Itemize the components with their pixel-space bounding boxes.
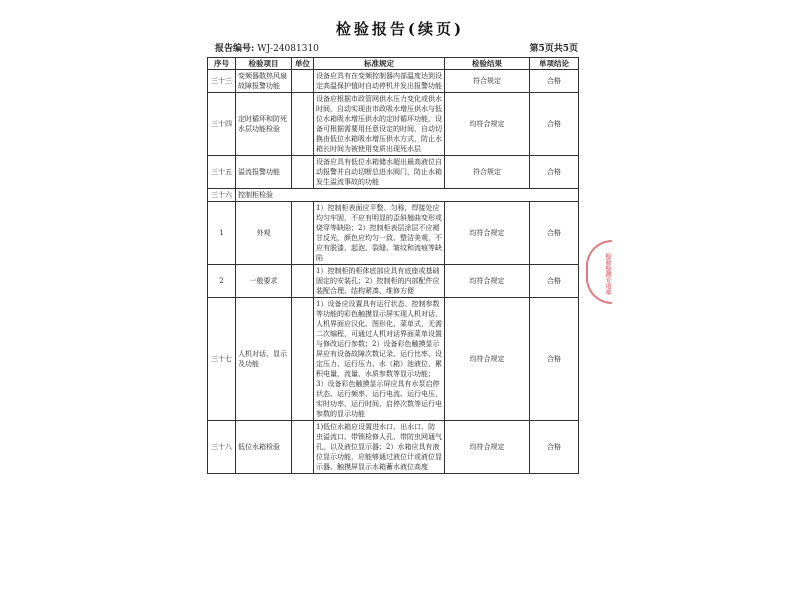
row-result: 均符合规定 [445,421,530,474]
row-item: 低位水箱检验 [236,421,292,474]
row-standard: 1）控制柜表面应平整、匀称，焊接处应均匀牢固，不应有明显的歪斜翘曲变形或烧穿等缺陷；2）控制柜表层涂层不应褪甘反光，颜色应均匀一致、整洁美观，不应有脱漆、起泡、裂缝、皱纹和流痕等缺陷 [314,202,445,265]
row-standard: 设备应根据市政管网供水压力变化或供水时间，自动实现由市政吸水增压供水与低位水箱吸水增压供水的定时循环功能，设备可根据需要用任意设定的时间，自动切换由低位水箱吸水增压供水方式，防止水箱长时间为被使用变质出现死水层 [314,93,445,156]
row-result: 符合规定 [445,156,530,189]
row-conclusion: 合格 [530,70,579,93]
row-item: 一般要求 [236,265,292,298]
section-no: 三十六 [208,189,236,202]
row-result: 均符合规定 [445,298,530,421]
row-conclusion: 合格 [530,265,579,298]
row-unit [292,265,314,298]
col-header-conclusion: 单项结论 [530,58,579,70]
row-unit [292,93,314,156]
row-no: 三十七 [208,298,236,421]
row-conclusion: 合格 [530,93,579,156]
row-no: 2 [208,265,236,298]
row-standard: 1)低位水箱应设置进水口、出水口、防虫溢流口、带锁检修人孔、带防虫网通气孔，以及液位显示器；2）水箱应具有液位显示功能，应能够通过液位计或液位显示器、触摸屏显示水箱蓄水液位高度 [314,421,445,474]
row-unit [292,202,314,265]
row-no: 三十八 [208,421,236,474]
table-row [208,202,579,265]
row-conclusion: 合格 [530,202,579,265]
table-section-row [208,189,579,202]
row-conclusion: 合格 [530,421,579,474]
row-unit [292,298,314,421]
table-row [208,93,579,156]
row-result: 均符合规定 [445,93,530,156]
row-standard: 设备应具有低位水箱储水超出最高液位自动报警并自动切断总进水阀门，防止水箱发生溢流事故的功能 [314,156,445,189]
row-no: 三十四 [208,93,236,156]
row-conclusion: 合格 [530,298,579,421]
row-item: 定时循环和防死水层功能检验 [236,93,292,156]
inspection-seal-stamp: 检验检测专用章 [586,240,612,304]
report-number [215,41,319,54]
row-standard: 1）控制柜的柜体底部应具有底座或基础固定的安装孔；2）控制柜的内部配件应装配合理、结构紧凑、维修方便 [314,265,445,298]
row-item: 外观 [236,202,292,265]
table-row [208,421,579,474]
row-no: 三十五 [208,156,236,189]
row-unit [292,156,314,189]
row-standard: 1）设备应设置具有运行状态、控制参数等功能的彩色触摸显示屏实现人机对话，人机界面应汉化、图形化、菜单式，无需二次编程，可通过人机对话界面菜单设置与修改运行参数；2）设备彩色触摸显示屏应有设备故障次数记录、运行比率、设定压力、运行压力、水（箱）池液位、累积电量、流量、水质参数等显示功能；3）设备彩色触摸显示屏应具有水泵启停状态、运行频率、运行电流、运行电压、实时功率、运行时间、启停次数等运行电参数的显示功能 [314,298,445,421]
report-title: 检验报告(续页) [335,20,465,38]
col-header-standard: 标准规定 [314,58,445,70]
col-header-no: 序号 [208,58,236,70]
row-result: 均符合规定 [445,202,530,265]
row-result: 符合规定 [445,70,530,93]
table-row [208,156,579,189]
inspection-table [207,57,579,474]
row-item: 人机对话、显示及功能 [236,298,292,421]
row-conclusion: 合格 [530,156,579,189]
col-header-result: 检验结果 [445,58,530,70]
table-row [208,298,579,421]
col-header-unit: 单位 [292,58,314,70]
row-unit [292,70,314,93]
row-result: 均符合规定 [445,265,530,298]
page-indicator: 第5页共5页 [529,44,578,54]
row-standard: 设备应具有在变频控制器内部温度达到设定高温保护值时自动停机并发出报警功能 [314,70,445,93]
row-no: 三十三 [208,70,236,93]
report-number-value: WJ-24081310 [257,44,319,54]
section-title: 控制柜检验 [236,189,579,202]
row-no: 1 [208,202,236,265]
table-row [208,70,579,93]
table-header-row [208,58,579,70]
row-unit [292,421,314,474]
table-row [208,265,579,298]
report-number-label: 报告编号: [215,44,255,54]
col-header-item: 检验项目 [236,58,292,70]
row-item: 溢流报警功能 [236,156,292,189]
row-item: 变频器散热风扇故障报警功能 [236,70,292,93]
